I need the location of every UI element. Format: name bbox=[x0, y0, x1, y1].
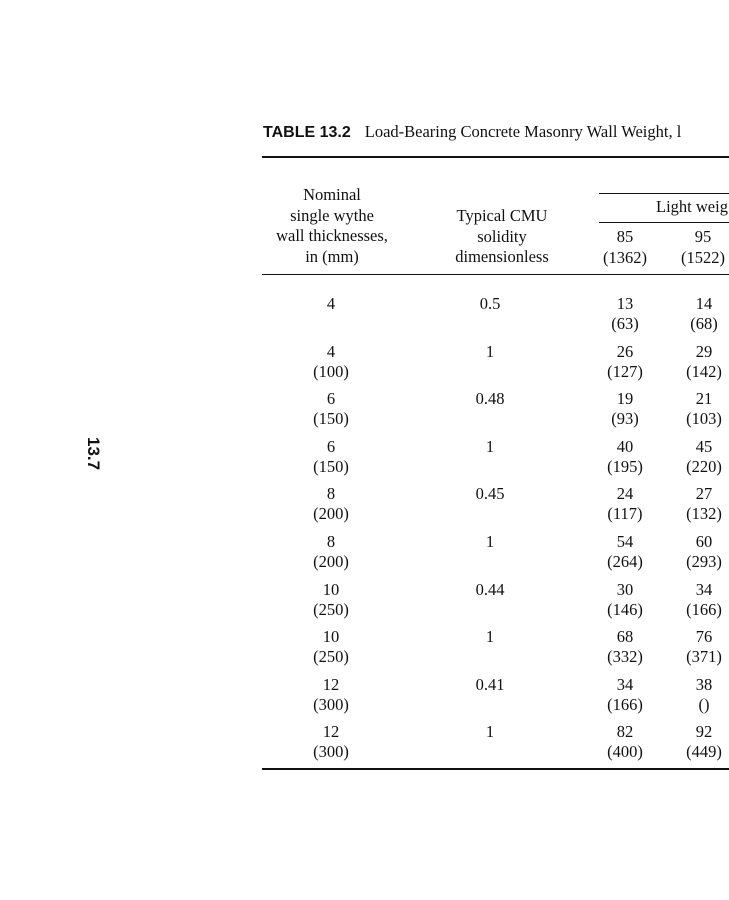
cell-thickness-line: 6 bbox=[326, 389, 336, 408]
cell-density-2 bbox=[670, 675, 729, 715]
cell-density-1 bbox=[591, 437, 659, 477]
cell-thickness-line: 4 bbox=[326, 342, 336, 361]
cell-solidity-line: 0.41 bbox=[475, 675, 505, 694]
cell-thickness-line: (250) bbox=[313, 600, 349, 619]
cell-density-1-line: 19 bbox=[616, 389, 634, 408]
cell-solidity-line: 0.44 bbox=[475, 580, 505, 599]
cell-thickness-line: 8 bbox=[326, 532, 336, 551]
cell-thickness-line: 4 bbox=[326, 294, 336, 313]
cell-density-2 bbox=[670, 722, 729, 762]
cell-thickness-line: (150) bbox=[313, 409, 349, 428]
header-solidity-line: solidity bbox=[477, 226, 527, 246]
cell-thickness-line: (300) bbox=[313, 742, 349, 761]
cell-density-2-line: (449) bbox=[686, 742, 722, 761]
cell-density-2-line: (132) bbox=[686, 504, 722, 523]
header-thickness-line: single wythe bbox=[290, 205, 374, 225]
cell-thickness bbox=[291, 342, 371, 382]
cell-thickness-line: 8 bbox=[326, 484, 336, 503]
header-density-1 bbox=[596, 227, 654, 268]
cell-solidity bbox=[455, 294, 525, 314]
cell-density-1-line: 40 bbox=[616, 437, 634, 456]
cell-thickness-line: 10 bbox=[322, 627, 340, 646]
group-rule bbox=[599, 193, 729, 194]
cell-density-2-line: (68) bbox=[690, 314, 718, 333]
cell-density-1-line: (127) bbox=[607, 362, 643, 381]
cell-density-2-line: 29 bbox=[695, 342, 713, 361]
cell-density-1-line: (195) bbox=[607, 457, 643, 476]
top-rule bbox=[262, 156, 729, 158]
cell-density-1-line: (93) bbox=[611, 409, 639, 428]
table-caption bbox=[263, 122, 681, 142]
cell-density-1-line: 24 bbox=[616, 484, 634, 503]
cell-density-1 bbox=[591, 580, 659, 620]
cell-solidity-line: 1 bbox=[485, 437, 495, 456]
cell-density-1-line: (63) bbox=[611, 314, 639, 333]
header-solidity-line: dimensionless bbox=[455, 247, 549, 266]
cell-thickness bbox=[291, 294, 371, 314]
cell-thickness-line: 12 bbox=[322, 722, 340, 741]
cell-density-1 bbox=[591, 342, 659, 382]
cell-thickness-line: (200) bbox=[313, 504, 349, 523]
cell-solidity-line: 0.48 bbox=[475, 389, 505, 408]
cell-thickness bbox=[291, 675, 371, 715]
header-density-value: 85 bbox=[616, 227, 634, 246]
cell-density-1-line: 34 bbox=[616, 675, 634, 694]
cell-solidity bbox=[455, 437, 525, 457]
cell-thickness bbox=[291, 389, 371, 429]
header-thickness bbox=[263, 185, 401, 267]
cell-density-1-line: 30 bbox=[616, 580, 634, 599]
cell-solidity bbox=[455, 342, 525, 362]
cell-density-1-line: (400) bbox=[607, 742, 643, 761]
cell-solidity-line: 1 bbox=[485, 532, 495, 551]
cell-density-2-line: 34 bbox=[695, 580, 713, 599]
cell-density-2-line: 60 bbox=[695, 532, 713, 551]
cell-solidity bbox=[455, 675, 525, 695]
cell-density-2-line: () bbox=[698, 695, 710, 714]
cell-density-2-line: 92 bbox=[695, 722, 713, 741]
header-rule bbox=[262, 274, 729, 275]
cell-density-2 bbox=[670, 580, 729, 620]
cell-solidity-line: 0.5 bbox=[479, 294, 501, 313]
cell-density-2-line: (293) bbox=[686, 552, 722, 571]
header-density-value: 95 bbox=[694, 227, 712, 246]
cell-thickness bbox=[291, 484, 371, 524]
cell-density-1-line: (117) bbox=[607, 504, 643, 523]
cell-density-1-line: (146) bbox=[607, 600, 643, 619]
cell-density-2-line: 38 bbox=[695, 675, 713, 694]
cell-solidity-line: 1 bbox=[485, 627, 495, 646]
bottom-rule bbox=[262, 768, 729, 770]
cell-density-2 bbox=[670, 342, 729, 382]
header-thickness-line: in (mm) bbox=[305, 246, 359, 266]
cell-density-2-line: (220) bbox=[686, 457, 722, 476]
cell-density-2 bbox=[670, 294, 729, 334]
cell-solidity bbox=[455, 484, 525, 504]
cell-density-1-line: 26 bbox=[616, 342, 634, 361]
header-density-2 bbox=[674, 227, 729, 268]
cell-density-1-line: 54 bbox=[616, 532, 634, 551]
cell-density-1 bbox=[591, 532, 659, 572]
cell-density-2 bbox=[670, 389, 729, 429]
cell-solidity bbox=[455, 722, 525, 742]
cell-density-1-line: 82 bbox=[616, 722, 634, 741]
cell-density-1 bbox=[591, 722, 659, 762]
cell-thickness-line: (250) bbox=[313, 647, 349, 666]
cell-thickness bbox=[291, 627, 371, 667]
cell-solidity bbox=[455, 580, 525, 600]
header-solidity-line: Typical CMU bbox=[456, 206, 548, 225]
header-density-si: (1362) bbox=[603, 247, 647, 267]
cell-thickness-line: (200) bbox=[313, 552, 349, 571]
cell-solidity-line: 1 bbox=[485, 722, 495, 741]
cell-density-2-line: 45 bbox=[695, 437, 713, 456]
cell-solidity bbox=[455, 389, 525, 409]
table-label: TABLE 13.2 bbox=[263, 124, 351, 141]
cell-density-1 bbox=[591, 389, 659, 429]
cell-thickness bbox=[291, 437, 371, 477]
cell-density-2-line: 76 bbox=[695, 627, 713, 646]
header-solidity bbox=[432, 206, 572, 268]
cell-density-2-line: 21 bbox=[695, 389, 713, 408]
cell-density-2 bbox=[670, 532, 729, 572]
cell-density-1 bbox=[591, 484, 659, 524]
cell-thickness bbox=[291, 580, 371, 620]
cell-density-1 bbox=[591, 675, 659, 715]
cell-thickness-line: (150) bbox=[313, 457, 349, 476]
cell-density-1-line: 13 bbox=[616, 294, 634, 313]
cell-thickness bbox=[291, 722, 371, 762]
cell-thickness-line: (100) bbox=[313, 362, 349, 381]
cell-thickness-line: 6 bbox=[326, 437, 336, 456]
cell-density-2-line: 27 bbox=[695, 484, 713, 503]
cell-density-1-line: (332) bbox=[607, 647, 643, 666]
cell-density-1 bbox=[591, 294, 659, 334]
cell-density-2 bbox=[670, 484, 729, 524]
header-density-si: (1522) bbox=[681, 247, 725, 267]
cell-solidity-line: 0.45 bbox=[475, 484, 505, 503]
cell-density-2 bbox=[670, 437, 729, 477]
table-title: Load-Bearing Concrete Masonry Wall Weight, l bbox=[364, 122, 682, 141]
header-group-lightweight: Light weig bbox=[656, 197, 728, 216]
cell-thickness bbox=[291, 532, 371, 572]
cell-density-2-line: (166) bbox=[686, 600, 722, 619]
cell-thickness-line: (300) bbox=[313, 695, 349, 714]
cell-solidity-line: 1 bbox=[485, 342, 495, 361]
cell-density-1-line: (166) bbox=[607, 695, 643, 714]
cell-density-2-line: (142) bbox=[686, 362, 722, 381]
header-thickness-line: wall thicknesses, bbox=[276, 226, 388, 245]
subgroup-rule bbox=[599, 222, 729, 223]
cell-solidity bbox=[455, 627, 525, 647]
header-thickness-line: Nominal bbox=[303, 185, 361, 204]
cell-density-2 bbox=[670, 627, 729, 667]
cell-solidity bbox=[455, 532, 525, 552]
cell-density-2-line: (371) bbox=[686, 647, 722, 666]
cell-thickness-line: 12 bbox=[322, 675, 340, 694]
cell-density-2-line: (103) bbox=[686, 409, 722, 428]
cell-density-1 bbox=[591, 627, 659, 667]
cell-density-1-line: 68 bbox=[616, 627, 634, 646]
cell-density-2-line: 14 bbox=[695, 294, 713, 313]
page-number: 13.7 bbox=[84, 437, 103, 471]
cell-density-1-line: (264) bbox=[607, 552, 643, 571]
cell-thickness-line: 10 bbox=[322, 580, 340, 599]
